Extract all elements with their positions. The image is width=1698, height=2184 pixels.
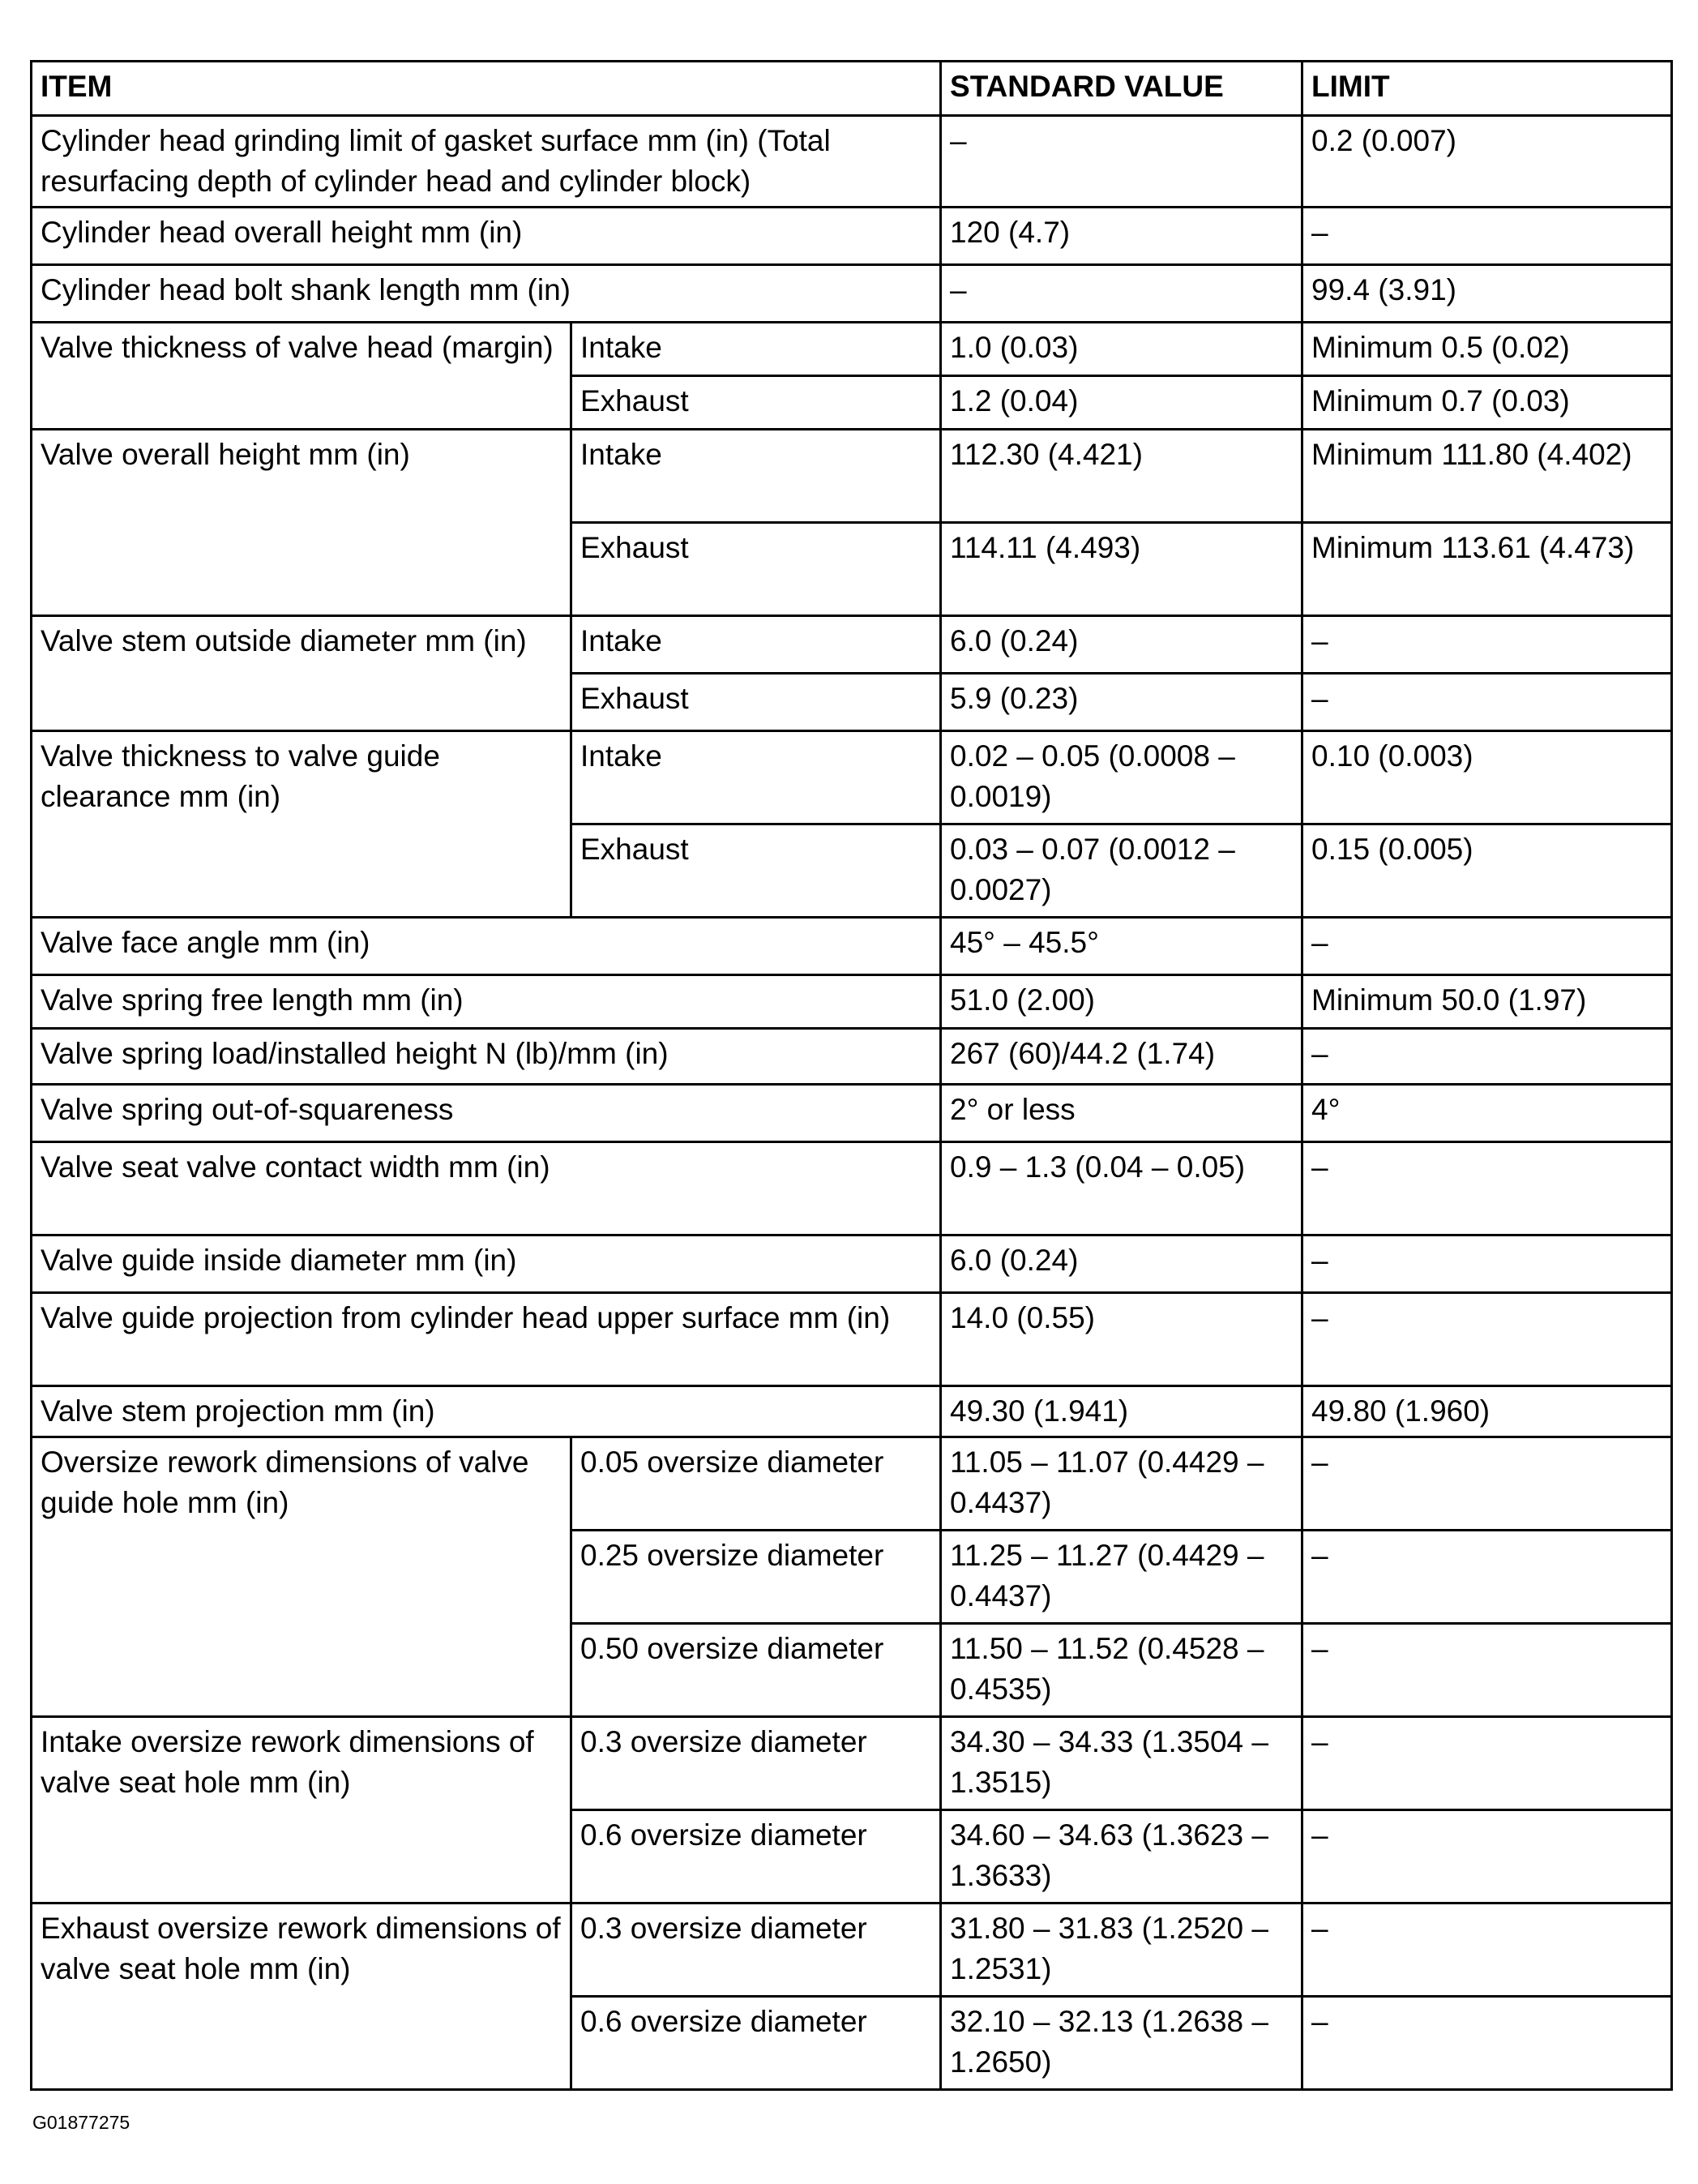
standard-value-cell: 31.80 – 31.83 (1.2520 – 1.2531) [941,1904,1302,1997]
sub-item-cell: 0.6 oversize diameter [571,1810,941,1904]
item-cell: Cylinder head overall height mm (in) [32,208,941,265]
limit-cell: 99.4 (3.91) [1302,265,1672,323]
standard-value-cell: 5.9 (0.23) [941,674,1302,731]
header-row [32,62,1672,116]
table-row [32,1142,1672,1235]
header-item: ITEM [32,62,941,116]
limit-cell: – [1302,1029,1672,1085]
limit-cell: – [1302,1717,1672,1810]
standard-value-cell: 112.30 (4.421) [941,430,1302,523]
standard-value-cell: 1.0 (0.03) [941,323,1302,376]
sub-item-cell: Exhaust [571,824,941,918]
figure-id: G01877275 [32,2112,130,2133]
limit-cell: 0.15 (0.005) [1302,824,1672,918]
table-row [32,1293,1672,1386]
table-row [32,116,1672,208]
standard-value-cell: 114.11 (4.493) [941,523,1302,616]
item-cell: Valve face angle mm (in) [32,918,941,975]
standard-value-cell: – [941,116,1302,208]
limit-cell: 49.80 (1.960) [1302,1386,1672,1437]
item-cell: Valve thickness to valve guide clearance mm (in) [32,731,571,918]
standard-value-cell: 11.05 – 11.07 (0.4429 – 0.4437) [941,1437,1302,1531]
item-cell: Exhaust oversize rework dimensions of valve seat hole mm (in) [32,1904,571,2090]
standard-value-cell: 120 (4.7) [941,208,1302,265]
table-row [32,1085,1672,1142]
standard-value-cell: 11.25 – 11.27 (0.4429 – 0.4437) [941,1531,1302,1624]
standard-value-cell: 6.0 (0.24) [941,616,1302,674]
spec-table [30,60,1673,2091]
table-row [32,975,1672,1029]
sub-item-cell: 0.6 oversize diameter [571,1997,941,2090]
standard-value-cell: 2° or less [941,1085,1302,1142]
limit-cell: Minimum 113.61 (4.473) [1302,523,1672,616]
limit-cell: Minimum 0.7 (0.03) [1302,376,1672,430]
item-cell: Valve spring out-of-squareness [32,1085,941,1142]
item-cell: Valve guide projection from cylinder head upper surface mm (in) [32,1293,941,1386]
table-row [32,430,1672,523]
standard-value-cell: – [941,265,1302,323]
header-limit: LIMIT [1302,62,1672,116]
standard-value-cell: 51.0 (2.00) [941,975,1302,1029]
standard-value-cell: 14.0 (0.55) [941,1293,1302,1386]
standard-value-cell: 34.30 – 34.33 (1.3504 – 1.3515) [941,1717,1302,1810]
sub-item-cell: Intake [571,323,941,376]
limit-cell: Minimum 50.0 (1.97) [1302,975,1672,1029]
standard-value-cell: 1.2 (0.04) [941,376,1302,430]
limit-cell: – [1302,1235,1672,1293]
sub-item-cell: Exhaust [571,674,941,731]
table-row [32,1717,1672,1810]
table-row [32,918,1672,975]
limit-cell: – [1302,1624,1672,1717]
sub-item-cell: 0.25 oversize diameter [571,1531,941,1624]
spec-body [32,116,1672,2090]
standard-value-cell: 49.30 (1.941) [941,1386,1302,1437]
item-cell: Valve guide inside diameter mm (in) [32,1235,941,1293]
sub-item-cell: Exhaust [571,523,941,616]
standard-value-cell: 34.60 – 34.63 (1.3623 – 1.3633) [941,1810,1302,1904]
table-row [32,1235,1672,1293]
sub-item-cell: 0.50 oversize diameter [571,1624,941,1717]
item-cell: Valve seat valve contact width mm (in) [32,1142,941,1235]
limit-cell: – [1302,1293,1672,1386]
table-row [32,323,1672,376]
limit-cell: 0.10 (0.003) [1302,731,1672,824]
sub-item-cell: Exhaust [571,376,941,430]
item-cell: Oversize rework dimensions of valve guide hole mm (in) [32,1437,571,1717]
standard-value-cell: 45° – 45.5° [941,918,1302,975]
item-cell: Valve spring free length mm (in) [32,975,941,1029]
table-row [32,1904,1672,1997]
sub-item-cell: 0.3 oversize diameter [571,1904,941,1997]
standard-value-cell: 11.50 – 11.52 (0.4528 – 0.4535) [941,1624,1302,1717]
item-cell: Valve thickness of valve head (margin) [32,323,571,430]
sub-item-cell: Intake [571,731,941,824]
item-cell: Valve overall height mm (in) [32,430,571,616]
limit-cell: 0.2 (0.007) [1302,116,1672,208]
item-cell: Intake oversize rework dimensions of valve seat hole mm (in) [32,1717,571,1904]
table-row [32,616,1672,674]
table-row [32,208,1672,265]
standard-value-cell: 0.02 – 0.05 (0.0008 – 0.0019) [941,731,1302,824]
limit-cell: – [1302,1997,1672,2090]
sub-item-cell: Intake [571,616,941,674]
sub-item-cell: Intake [571,430,941,523]
limit-cell: Minimum 111.80 (4.402) [1302,430,1672,523]
limit-cell: – [1302,208,1672,265]
sub-item-cell: 0.3 oversize diameter [571,1717,941,1810]
limit-cell: – [1302,1904,1672,1997]
limit-cell: – [1302,1810,1672,1904]
limit-cell: Minimum 0.5 (0.02) [1302,323,1672,376]
limit-cell: – [1302,1531,1672,1624]
limit-cell: – [1302,674,1672,731]
table-row [32,1437,1672,1531]
sub-item-cell: 0.05 oversize diameter [571,1437,941,1531]
item-cell: Valve stem outside diameter mm (in) [32,616,571,731]
limit-cell: 4° [1302,1085,1672,1142]
limit-cell: – [1302,616,1672,674]
standard-value-cell: 32.10 – 32.13 (1.2638 – 1.2650) [941,1997,1302,2090]
header-standard-value: STANDARD VALUE [941,62,1302,116]
table-row [32,1029,1672,1085]
item-cell: Cylinder head grinding limit of gasket surface mm (in) (Total resurfacing depth of cylinder head and cylinder block) [32,116,941,208]
limit-cell: – [1302,918,1672,975]
standard-value-cell: 0.9 – 1.3 (0.04 – 0.05) [941,1142,1302,1235]
item-cell: Cylinder head bolt shank length mm (in) [32,265,941,323]
item-cell: Valve spring load/installed height N (lb)/mm (in) [32,1029,941,1085]
item-cell: Valve stem projection mm (in) [32,1386,941,1437]
limit-cell: – [1302,1437,1672,1531]
standard-value-cell: 6.0 (0.24) [941,1235,1302,1293]
table-row [32,731,1672,824]
standard-value-cell: 0.03 – 0.07 (0.0012 – 0.0027) [941,824,1302,918]
limit-cell: – [1302,1142,1672,1235]
standard-value-cell: 267 (60)/44.2 (1.74) [941,1029,1302,1085]
table-row [32,265,1672,323]
table-row [32,1386,1672,1437]
